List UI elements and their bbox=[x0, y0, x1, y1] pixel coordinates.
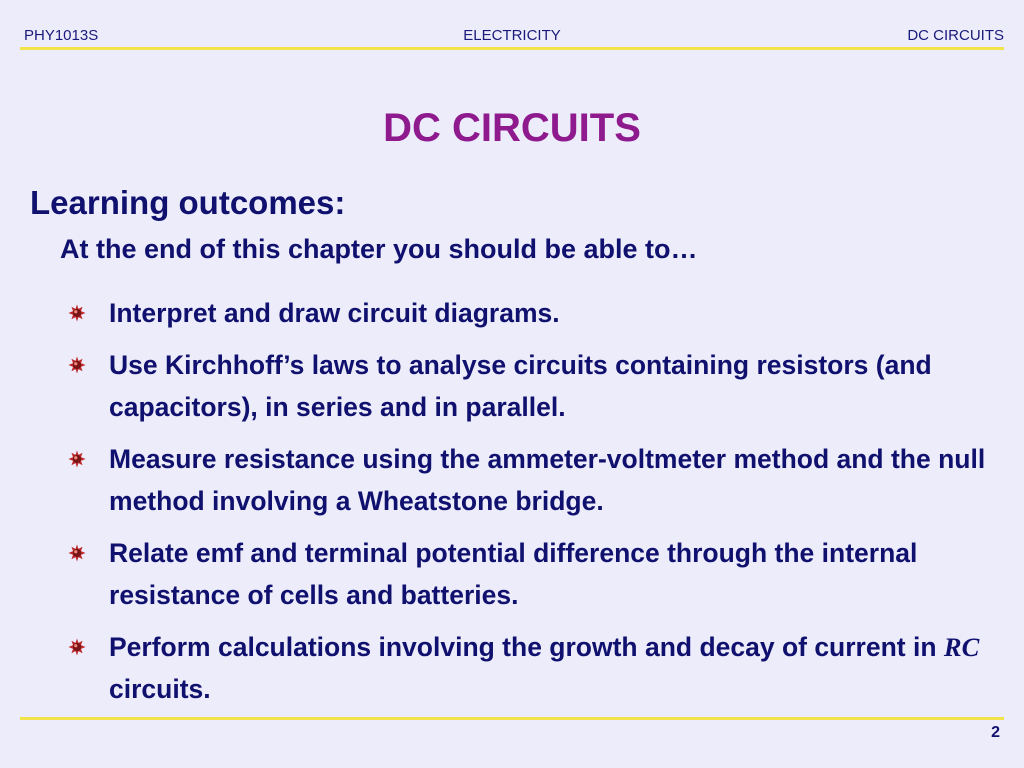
header-course-code: PHY1013S bbox=[24, 27, 99, 44]
sunburst-bullet-icon bbox=[68, 544, 86, 562]
list-item bbox=[68, 344, 988, 428]
sunburst-bullet-icon bbox=[68, 304, 86, 322]
bottom-divider bbox=[20, 717, 1004, 720]
list-item bbox=[68, 626, 988, 710]
sunburst-bullet-icon bbox=[68, 450, 86, 468]
slide-title: DC CIRCUITS bbox=[383, 106, 641, 150]
list-item-text-start: Perform calculations involving the growth and decay of current in bbox=[109, 632, 944, 662]
list-item-text: Relate emf and terminal potential difference through the internal resistance of cells and batteries. bbox=[109, 538, 918, 610]
rc-emphasis: RC bbox=[943, 632, 980, 662]
list-item-text: Measure resistance using the ammeter-voltmeter method and the null method involving a Wheatstone bridge. bbox=[109, 444, 986, 516]
list-item-text: Interpret and draw circuit diagrams. bbox=[109, 298, 560, 328]
section-heading: Learning outcomes: bbox=[30, 184, 346, 221]
learning-outcomes-list bbox=[68, 292, 988, 720]
header-topic: ELECTRICITY bbox=[463, 27, 561, 44]
sunburst-bullet-icon bbox=[68, 356, 86, 374]
list-item bbox=[68, 292, 988, 334]
intro-text: At the end of this chapter you should be able to… bbox=[60, 234, 698, 264]
list-item bbox=[68, 532, 988, 616]
list-item-text: Use Kirchhoff’s laws to analyse circuits containing resistors (and capacitors), in series and in parallel. bbox=[109, 350, 932, 422]
page-number: 2 bbox=[991, 724, 1000, 741]
top-divider bbox=[20, 47, 1004, 50]
list-item-text-end: circuits. bbox=[109, 674, 211, 704]
list-item bbox=[68, 438, 988, 522]
list-item-text bbox=[109, 632, 979, 704]
header-chapter: DC CIRCUITS bbox=[907, 27, 1004, 44]
sunburst-bullet-icon bbox=[68, 638, 86, 656]
